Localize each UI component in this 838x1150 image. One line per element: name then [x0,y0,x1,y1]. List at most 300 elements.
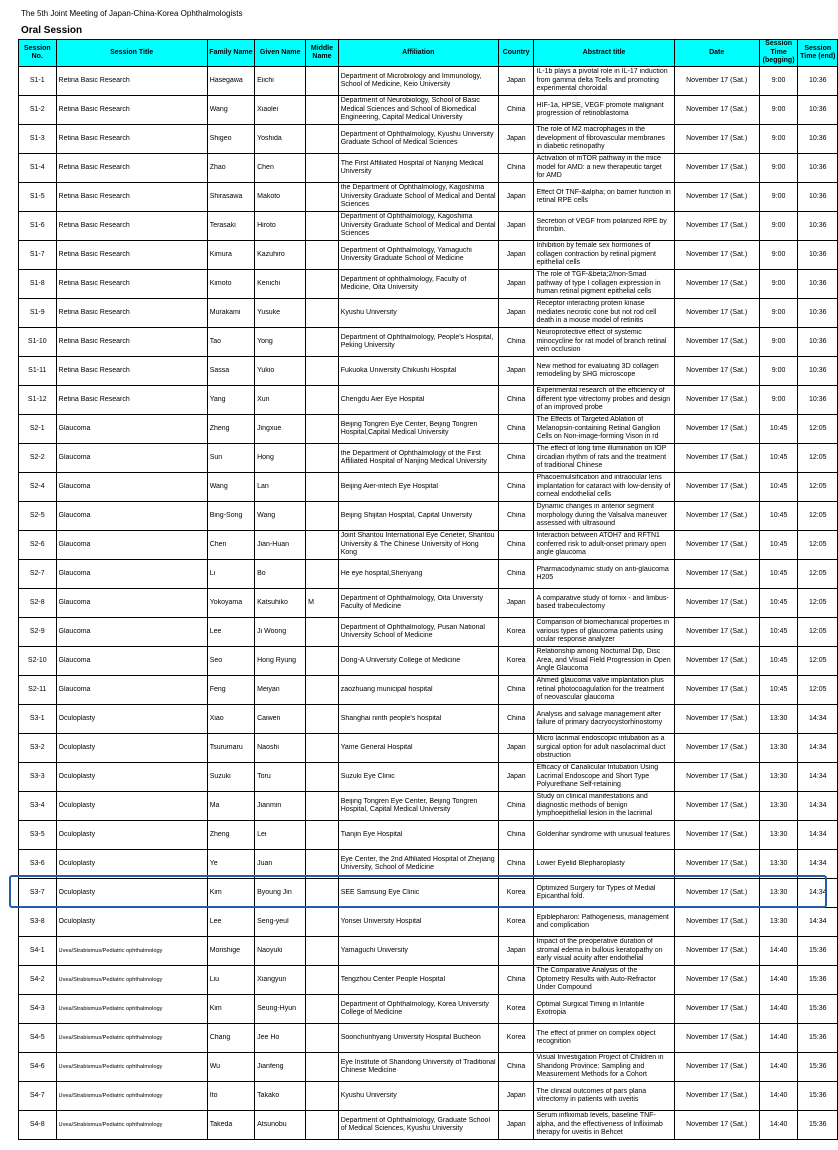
cell-date-text: November 17 (Sat.) [686,1120,748,1128]
cell-affiliation [338,763,498,792]
cell-time-end-text: 14:34 [808,830,827,838]
cell-middle-name-text: M [308,598,315,606]
cell-middle-name [306,183,339,212]
cell-date-text: November 17 (Sat.) [686,163,748,171]
cell-session-no-text: S3-3 [29,772,45,780]
cell-time-begin [759,676,798,705]
cell-country [498,1082,534,1111]
cell-session-no-text: S4-1 [29,946,45,954]
cell-affiliation-text: Department of ophthalmology, Faculty of Medicine, Oita University [340,275,467,291]
cell-time-begin [759,125,798,154]
cell-time-end [798,328,838,357]
cell-date [674,154,759,183]
cell-given-name [255,241,306,270]
cell-given-name [255,995,306,1024]
cell-time-begin [759,705,798,734]
table-body [19,67,838,1140]
table-row [19,1024,838,1053]
cell-session-no [19,154,57,183]
cell-date-text: November 17 (Sat.) [686,598,748,606]
cell-given-name [255,966,306,995]
cell-session-title-text: Glaucoma [58,482,91,490]
cell-time-end [798,1024,838,1053]
cell-time-begin [759,386,798,415]
cell-session-no [19,560,57,589]
cell-time-begin [759,995,798,1024]
cell-given-name [255,415,306,444]
cell-time-end [798,676,838,705]
cell-time-begin-text: 9:00 [771,221,786,229]
cell-family-name-text: Hasegawa [209,76,243,84]
cell-date [674,183,759,212]
cell-affiliation-text: Department of Microbiology and Immunology, School of Medicine, Keio University [340,72,482,88]
cell-middle-name [306,270,339,299]
cell-time-end-text: 10:36 [808,105,827,113]
cell-time-end [798,96,838,125]
cell-given-name-text: Jee Ho [257,1033,280,1041]
cell-date-text: November 17 (Sat.) [686,76,748,84]
cell-session-no [19,763,57,792]
cell-session-title-text: Oculoplasty [58,917,96,925]
cell-time-end-text: 14:34 [808,743,827,751]
cell-middle-name [306,386,339,415]
cell-affiliation [338,792,498,821]
table-row [19,1111,838,1140]
cell-given-name [255,183,306,212]
cell-date [674,821,759,850]
cell-session-title-text: Glaucoma [58,569,91,577]
cell-affiliation [338,212,498,241]
cell-given-name [255,386,306,415]
cell-time-end-text: 15:36 [808,946,827,954]
cell-date [674,270,759,299]
cell-session-no-text: S1-11 [28,366,47,374]
cell-session-no-text: S3-7 [29,888,45,896]
cell-time-begin-text: 14:40 [769,946,788,954]
cell-session-title-text: Glaucoma [58,685,91,693]
cell-date [674,560,759,589]
cell-family-name [207,183,254,212]
cell-abstract-title-text: Analysis and salvage management after failure of primary dacryocystorhinostomy [536,710,663,726]
table-row [19,67,838,96]
cell-date-text: November 17 (Sat.) [686,946,748,954]
cell-session-title-text: Glaucoma [58,598,91,606]
cell-session-no-text: S1-1 [29,76,45,84]
cell-family-name-text: Yokoyama [209,598,243,606]
cell-time-end-text: 12:05 [808,598,827,606]
cell-given-name-text: Jianfeng [257,1062,284,1070]
cell-given-name-text: Yong [257,337,273,345]
cell-abstract-title-text: Goldenhar syndrome with unusual features [536,830,670,838]
cell-time-begin-text: 14:40 [769,1033,788,1041]
cell-session-no [19,531,57,560]
cell-family-name [207,299,254,328]
table-row [19,763,838,792]
cell-country [498,444,534,473]
cell-given-name [255,328,306,357]
cell-session-no [19,937,57,966]
cell-affiliation [338,937,498,966]
cell-session-title [56,96,207,125]
cell-family-name-text: Terasaki [209,221,236,229]
cell-date [674,299,759,328]
table-row [19,676,838,705]
cell-date-text: November 17 (Sat.) [686,279,748,287]
cell-given-name [255,1024,306,1053]
cell-affiliation-text: He eye hospital,Shenyang [340,569,423,577]
cell-session-no-text: S2-4 [29,482,45,490]
cell-date-text: November 17 (Sat.) [686,656,748,664]
table-row [19,241,838,270]
cell-session-no [19,502,57,531]
cell-country [498,676,534,705]
cell-time-begin-text: 10:45 [769,656,788,664]
cell-family-name-text: Bing-Song [209,511,243,519]
cell-given-name [255,792,306,821]
cell-time-end [798,763,838,792]
cell-abstract-title [534,415,674,444]
cell-date-text: November 17 (Sat.) [686,1033,748,1041]
cell-given-name-text: Yukio [257,366,275,374]
cell-session-title-text: Retina Basic Research [58,250,130,258]
cell-family-name-text: Shirasawa [209,192,243,200]
cell-given-name [255,502,306,531]
cell-time-end-text: 15:36 [808,975,827,983]
cell-family-name [207,444,254,473]
cell-time-begin-text: 9:00 [771,308,786,316]
cell-family-name-text: Li [209,569,216,577]
cell-date-text: November 17 (Sat.) [686,859,748,867]
cell-country [498,357,534,386]
cell-date-text: November 17 (Sat.) [686,221,748,229]
cell-time-end-text: 14:34 [808,917,827,925]
cell-time-end [798,444,838,473]
cell-abstract-title-text: The Comparative Analysis of the Optometry Results with Auto-Refractor Under Compound [536,967,656,992]
cell-session-no-text: S1-7 [29,250,45,258]
cell-session-no-text: S2-11 [28,685,47,693]
cell-time-begin-text: 13:30 [769,830,788,838]
cell-time-end [798,531,838,560]
cell-time-end-text: 15:36 [808,1091,827,1099]
cell-affiliation-text: Yamaguchi University [340,946,408,954]
cell-given-name [255,96,306,125]
cell-session-no-text: S2-8 [29,598,45,606]
cell-abstract-title [534,328,674,357]
cell-abstract-title-text: The effect of primer on complex object recognition [536,1029,656,1045]
cell-country-text: Japan [506,743,526,751]
cell-affiliation [338,618,498,647]
cell-given-name [255,357,306,386]
cell-time-begin-text: 14:40 [769,1120,788,1128]
cell-session-no-text: S1-5 [29,192,45,200]
cell-given-name-text: Takako [257,1091,280,1099]
cell-abstract-title-text: The Effects of Targeted Ablation of Melanopsin-containing Retinal Ganglion Cells on Non-image-forming Vison in rd [536,416,661,441]
cell-given-name [255,937,306,966]
cell-session-title-text: Retina Basic Research [58,105,130,113]
cell-abstract-title [534,705,674,734]
cell-date-text: November 17 (Sat.) [686,917,748,925]
cell-time-end [798,183,838,212]
cell-date [674,937,759,966]
cell-time-end-text: 12:05 [808,685,827,693]
cell-affiliation-text: Department of Ophthalmology, Yamaguchi University Graduate School of Medicine [340,246,472,262]
cell-country-text: Korea [506,1033,526,1041]
cell-time-begin [759,241,798,270]
cell-date-text: November 17 (Sat.) [686,1004,748,1012]
cell-affiliation [338,270,498,299]
cell-date [674,328,759,357]
cell-time-end [798,908,838,937]
cell-session-title [56,241,207,270]
cell-time-begin-text: 9:00 [771,366,786,374]
cell-country [498,1053,534,1082]
cell-session-title-text: Oculoplasty [58,801,96,809]
cell-abstract-title-text: Optimal Surgical Timing in Infantile Exotropia [536,1000,645,1016]
cell-country [498,270,534,299]
cell-date [674,415,759,444]
cell-abstract-title-text: The clinical outcomes of pars plana vitrectomy in patients with uveitis [536,1087,647,1103]
cell-time-end [798,357,838,386]
cell-affiliation [338,995,498,1024]
cell-time-end-text: 12:05 [808,627,827,635]
cell-country-text: China [507,105,526,113]
cell-session-no [19,1082,57,1111]
cell-given-name [255,1053,306,1082]
cell-country-text: China [507,395,526,403]
cell-time-end-text: 10:36 [808,76,827,84]
cell-abstract-title [534,792,674,821]
cell-abstract-title [534,1053,674,1082]
cell-affiliation [338,415,498,444]
cell-date-text: November 17 (Sat.) [686,1062,748,1070]
cell-given-name-text: Xun [257,395,270,403]
cell-session-no [19,357,57,386]
cell-session-title-text: Retina Basic Research [58,76,130,84]
cell-abstract-title [534,618,674,647]
cell-given-name [255,67,306,96]
cell-affiliation-text: Fukuoka University Chikushi Hospital [340,366,457,374]
cell-session-title-text: Uvea/Strabismus/Pediatric ophthalmology [58,1034,163,1041]
cell-affiliation-text: Chengdu Aier Eye Hospital [340,395,425,403]
cell-abstract-title-text: Inhibition by female sex hormones of collagen contraction by retinal pigment epithelial cells [536,242,656,267]
cell-given-name-text: Hiroto [257,221,276,229]
cell-session-no-text: S2-1 [29,424,45,432]
cell-session-title [56,154,207,183]
cell-family-name-text: Zheng [209,424,230,432]
cell-middle-name [306,328,339,357]
cell-session-no-text: S2-7 [29,569,45,577]
cell-date [674,792,759,821]
header-given-name: Given Name [255,40,306,67]
cell-abstract-title [534,183,674,212]
cell-session-title-text: Retina Basic Research [58,308,130,316]
cell-date [674,763,759,792]
cell-middle-name [306,734,339,763]
cell-family-name [207,647,254,676]
cell-abstract-title-text: Micro lacrimal endoscopic intubation as a surgical option for adult nasolacrimal duct obstruction [536,735,666,760]
cell-time-begin-text: 9:00 [771,337,786,345]
cell-session-title-text: Uvea/Strabismus/Pediatric ophthalmology [58,947,163,954]
cell-given-name [255,270,306,299]
cell-time-begin-text: 13:30 [769,801,788,809]
cell-family-name-text: Kimoto [209,279,232,287]
table-row [19,444,838,473]
cell-time-begin-text: 9:00 [771,134,786,142]
cell-time-begin-text: 10:45 [769,569,788,577]
cell-date [674,473,759,502]
cell-session-no-text: S2-9 [29,627,45,635]
cell-given-name-text: Seng-yeul [257,917,289,925]
cell-family-name [207,67,254,96]
cell-session-no [19,212,57,241]
cell-abstract-title [534,386,674,415]
table-row [19,821,838,850]
cell-given-name-text: Makoto [257,192,281,200]
cell-time-begin-text: 9:00 [771,105,786,113]
cell-session-title-text: Uvea/Strabismus/Pediatric ophthalmology [58,1121,163,1128]
cell-time-begin [759,618,798,647]
cell-time-end-text: 14:34 [808,859,827,867]
table-row [19,966,838,995]
header-session-title: Session Title [56,40,207,67]
cell-abstract-title-text: Comparison of biomechanical properties in various types of glaucoma patients using ocular response analyzer [536,619,670,644]
cell-affiliation [338,444,498,473]
cell-session-title [56,618,207,647]
oral-session-table [18,39,838,1140]
cell-affiliation-text: Beijing Tongren Eye Center, Beijing Tongren Hospital, Capital Medical University [340,797,478,813]
cell-time-end [798,966,838,995]
cell-time-begin [759,966,798,995]
cell-given-name [255,647,306,676]
cell-session-no [19,328,57,357]
cell-country [498,618,534,647]
cell-session-title [56,502,207,531]
header-country: Country [498,40,534,67]
cell-given-name [255,589,306,618]
cell-family-name-text: Ma [209,801,220,809]
cell-time-end-text: 15:36 [808,1120,827,1128]
cell-country [498,1111,534,1140]
cell-given-name-text: Meiyan [257,685,280,693]
cell-session-title-text: Uvea/Strabismus/Pediatric ophthalmology [58,1005,163,1012]
cell-date [674,589,759,618]
cell-country-text: China [507,975,526,983]
header-time-begin: Session Time (begging) [759,40,798,67]
cell-session-title [56,67,207,96]
cell-family-name [207,154,254,183]
cell-session-no [19,589,57,618]
cell-session-title [56,937,207,966]
cell-affiliation [338,560,498,589]
cell-country-text: Korea [506,627,526,635]
table-header-row [19,40,838,67]
cell-family-name-text: Takeda [209,1120,233,1128]
cell-given-name [255,1111,306,1140]
cell-time-begin [759,444,798,473]
cell-given-name-text: Seung-Hyun [257,1004,297,1012]
cell-given-name-text: Naoshi [257,743,279,751]
cell-date [674,357,759,386]
cell-time-begin [759,473,798,502]
cell-country [498,647,534,676]
cell-time-begin-text: 9:00 [771,163,786,171]
cell-date [674,734,759,763]
cell-date [674,96,759,125]
cell-given-name-text: Xiaolei [257,105,279,113]
cell-session-title-text: Retina Basic Research [58,395,130,403]
cell-family-name-text: Liu [209,975,220,983]
header-date: Date [674,40,759,67]
cell-country-text: China [507,482,526,490]
cell-session-title [56,1111,207,1140]
cell-country-text: China [507,859,526,867]
cell-middle-name [306,995,339,1024]
cell-affiliation-text: Tianjin Eye Hospital [340,830,403,838]
cell-given-name [255,444,306,473]
cell-time-begin-text: 14:40 [769,1062,788,1070]
cell-session-no [19,821,57,850]
cell-time-end [798,270,838,299]
header-affiliation: Affiliation [338,40,498,67]
cell-family-name-text: Shigeo [209,134,232,142]
cell-affiliation-text: Eye Center, the 2nd Affiliated Hospital of Zhejiang University, School of Medicine [340,855,495,871]
cell-middle-name [306,1024,339,1053]
cell-time-end [798,502,838,531]
cell-country [498,386,534,415]
cell-session-title [56,676,207,705]
cell-session-title-text: Retina Basic Research [58,192,130,200]
cell-country [498,96,534,125]
cell-abstract-title [534,821,674,850]
cell-country-text: Japan [506,308,526,316]
cell-abstract-title-text: Interaction between ATOH7 and RFTN1 conferred risk to adult-onset primary open angle glaucoma [536,532,667,557]
cell-date [674,531,759,560]
cell-family-name [207,473,254,502]
cell-country [498,995,534,1024]
cell-country [498,154,534,183]
cell-affiliation-text: Yame General Hospital [340,743,413,751]
header-middle-name: Middle Name [306,40,339,67]
cell-session-no [19,444,57,473]
cell-country-text: China [507,424,526,432]
cell-country [498,763,534,792]
cell-family-name-text: Ito [209,1091,218,1099]
cell-country [498,473,534,502]
cell-middle-name [306,299,339,328]
cell-middle-name [306,212,339,241]
cell-given-name-text: Hong Ryung [257,656,297,664]
cell-affiliation-text: Kyushu University [340,308,397,316]
table-row [19,328,838,357]
cell-country [498,502,534,531]
cell-time-end-text: 10:36 [808,366,827,374]
cell-country [498,183,534,212]
cell-session-title-text: Glaucoma [58,627,91,635]
cell-session-title [56,647,207,676]
table-row [19,415,838,444]
cell-given-name-text: Chen [257,163,274,171]
cell-time-begin [759,1082,798,1111]
cell-time-end-text: 10:36 [808,221,827,229]
cell-time-end [798,618,838,647]
cell-family-name-text: Sassa [209,366,230,374]
cell-abstract-title [534,444,674,473]
cell-given-name-text: Jianmin [257,801,282,809]
cell-middle-name [306,589,339,618]
cell-session-no-text: S4-8 [29,1120,45,1128]
cell-family-name-text: Tao [209,337,221,345]
cell-date-text: November 17 (Sat.) [686,975,748,983]
